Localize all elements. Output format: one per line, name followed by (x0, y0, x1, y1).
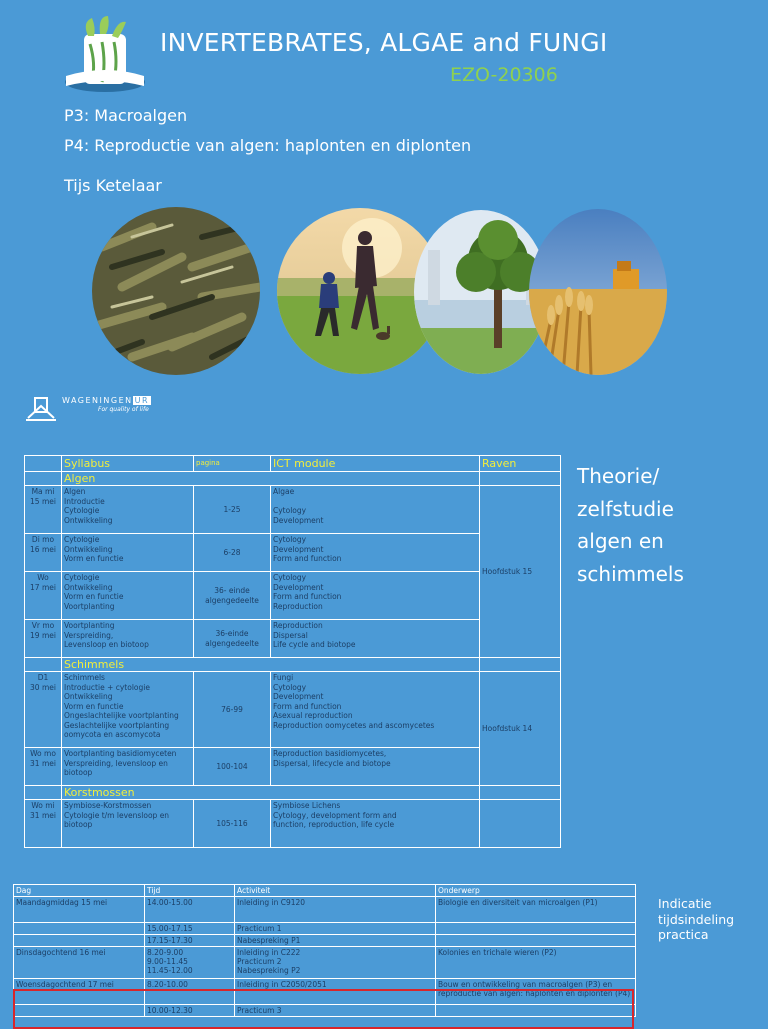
schedule-row (14, 947, 636, 979)
syllabus-pages: 1-25 (194, 486, 271, 534)
header-tijd: Tijd (145, 885, 235, 897)
schedule-dag (14, 935, 145, 947)
wageningen-logo-icon (26, 392, 56, 422)
section-raven-cell (480, 786, 561, 800)
schedule-onderwerp: Biologie en diversiteit van microalgen (P1) (436, 897, 636, 923)
side-note-text: Theorie/ zelfstudie algen en schimmels (577, 464, 684, 586)
syllabus-pages: 36-einde algengedeelte (194, 620, 271, 658)
syllabus-day: Vr mo 19 mei (25, 620, 62, 658)
syllabus-ict: Algae Cytology Development (271, 486, 480, 534)
section-row (25, 472, 561, 486)
syllabus-row (25, 800, 561, 848)
syllabus-topics: Schimmels Introductie + cytologie Ontwikkeling Vorm en functie Ongeslachtelijke voortplanting Geslachtelijke voortplanting oomycota en ascomycota (62, 672, 194, 748)
schedule-activiteit: Practicum 3 (235, 1005, 436, 1017)
schedule-row (14, 935, 636, 947)
section-day-cell (25, 658, 62, 672)
schedule-caption: Indicatie tijdsindeling practica (658, 896, 735, 942)
section-row (25, 786, 561, 800)
schedule-onderwerp (436, 923, 636, 935)
wageningen-ur-logo (26, 392, 186, 422)
syllabus-topics: Cytologie Ontwikkeling Vorm en functie (62, 534, 194, 572)
author-name: Tijs Ketelaar (64, 176, 162, 195)
schedule-row (14, 897, 636, 923)
schedule-dag (14, 923, 145, 935)
syllabus-raven: Hoofdstuk 14 (480, 672, 561, 786)
syllabus-ict: Reproduction Dispersal Life cycle and biotope (271, 620, 480, 658)
header-onderwerp: Onderwerp (436, 885, 636, 897)
syllabus-day: Ma mi 15 mei (25, 486, 62, 534)
syllabus-pages: 36- einde algengedeelte (194, 572, 271, 620)
syllabus-topics: Algen Introductie Cytologie Ontwikkeling (62, 486, 194, 534)
wageningen-tagline: For quality of life (98, 406, 149, 413)
syllabus-pages: 6-28 (194, 534, 271, 572)
syllabus-day: Wo mo 31 mei (25, 748, 62, 786)
header-dag: Dag (14, 885, 145, 897)
syllabus-row (25, 672, 561, 748)
schedule-activiteit: Inleiding in C2050/2051 (235, 979, 436, 1005)
section-day-cell (25, 786, 62, 800)
syllabus-day: D1 30 mei (25, 672, 62, 748)
schedule-activiteit: Inleiding in C222 Practicum 2 Nabespreking P2 (235, 947, 436, 979)
course-title: INVERTEBRATES, ALGAE and FUNGI (160, 28, 608, 57)
syllabus-day: Wo 17 mei (25, 572, 62, 620)
schedule-header-row (14, 885, 636, 897)
practicum-4-title: P4: Reproductie van algen: haplonten en diplonten (64, 136, 472, 155)
schedule-tijd: 14.00-15.00 (145, 897, 235, 923)
syllabus-topics: Voortplanting Verspreiding, Levensloop en biotoop (62, 620, 194, 658)
section-title: Schimmels (62, 658, 480, 672)
schedule-onderwerp (436, 935, 636, 947)
schedule-dag: Dinsdagochtend 16 mei (14, 947, 145, 979)
schedule-activiteit: Practicum 1 (235, 923, 436, 935)
syllabus-raven (480, 800, 561, 848)
section-title: Korstmossen (62, 786, 480, 800)
practicum-3-title: P3: Macroalgen (64, 106, 188, 125)
syllabus-ict: Symbiose Lichens Cytology, development form and function, reproduction, life cycle (271, 800, 480, 848)
header-raven: Raven (480, 456, 561, 472)
seaweed-photo (92, 207, 260, 375)
syllabus-table (24, 455, 561, 848)
syllabus-topics: Voortplanting basidiomyceten Verspreiding, levensloop en biotoop (62, 748, 194, 786)
schedule-tijd: 17.15-17.30 (145, 935, 235, 947)
syllabus-day: Di mo 16 mei (25, 534, 62, 572)
org-name: WAGENINGEN (62, 396, 133, 405)
syllabus-ict: Reproduction basidiomycetes, Dispersal, lifecycle and biotope (271, 748, 480, 786)
header-syllabus: Syllabus (62, 456, 194, 472)
schedule-dag: Maandagmiddag 15 mei (14, 897, 145, 923)
section-day-cell (25, 472, 62, 486)
course-code: EZO-20306 (450, 64, 558, 86)
syllabus-pages: 100-104 (194, 748, 271, 786)
section-row (25, 658, 561, 672)
syllabus-row (25, 486, 561, 534)
syllabus-ict: Cytology Development Form and function (271, 534, 480, 572)
schedule-onderwerp: Kolonies en trichale wieren (P2) (436, 947, 636, 979)
schedule-tijd: 15.00-17.15 (145, 923, 235, 935)
header-pagina: pagina (194, 456, 271, 472)
wheat-field-photo (529, 209, 667, 375)
section-raven-cell (480, 658, 561, 672)
schedule-tijd: 8.20-9.00 9.00-11.45 11.45-12.00 (145, 947, 235, 979)
syllabus-raven: Hoofdstuk 15 (480, 486, 561, 658)
header-day (25, 456, 62, 472)
syllabus-header-row (25, 456, 561, 472)
schedule-activiteit: Nabespreking P1 (235, 935, 436, 947)
schedule-row (14, 923, 636, 935)
schedule-activiteit: Inleiding in C9120 (235, 897, 436, 923)
tree-photo (414, 210, 548, 374)
syllabus-pages: 76-99 (194, 672, 271, 748)
schedule-dag: Woensdagochtend 17 mei (14, 979, 145, 1005)
header-ict: ICT module (271, 456, 480, 472)
syllabus-topics: Symbiose-Korstmossen Cytologie t/m levensloop en biotoop (62, 800, 194, 848)
syllabus-ict: Cytology Development Form and function Reproduction (271, 572, 480, 620)
org-suffix: UR (134, 396, 150, 405)
syllabus-ict: Fungi Cytology Development Form and function Asexual reproduction Reproduction oomycetes and ascomycetes (271, 672, 480, 748)
header-activiteit: Activiteit (235, 885, 436, 897)
section-raven-cell (480, 472, 561, 486)
section-title: Algen (62, 472, 480, 486)
schedule-tijd: 8.20-10.00 (145, 979, 235, 1005)
syllabus-day: Wo mi 31 mei (25, 800, 62, 848)
syllabus-topics: Cytologie Ontwikkeling Vorm en functie Voortplanting (62, 572, 194, 620)
wageningen-wordmark (62, 396, 151, 405)
highlighted-session-box (13, 989, 634, 1029)
syllabus-pages: 105-116 (194, 800, 271, 848)
course-logo-icon (62, 14, 148, 94)
schedule-onderwerp: Bouw en ontwikkeling van macroalgen (P3) en reproductie van algen: haplonten en diplonten (P4) (436, 979, 636, 1005)
schedule-tijd: 10.00-12.30 (145, 1005, 235, 1017)
side-note (577, 460, 684, 590)
